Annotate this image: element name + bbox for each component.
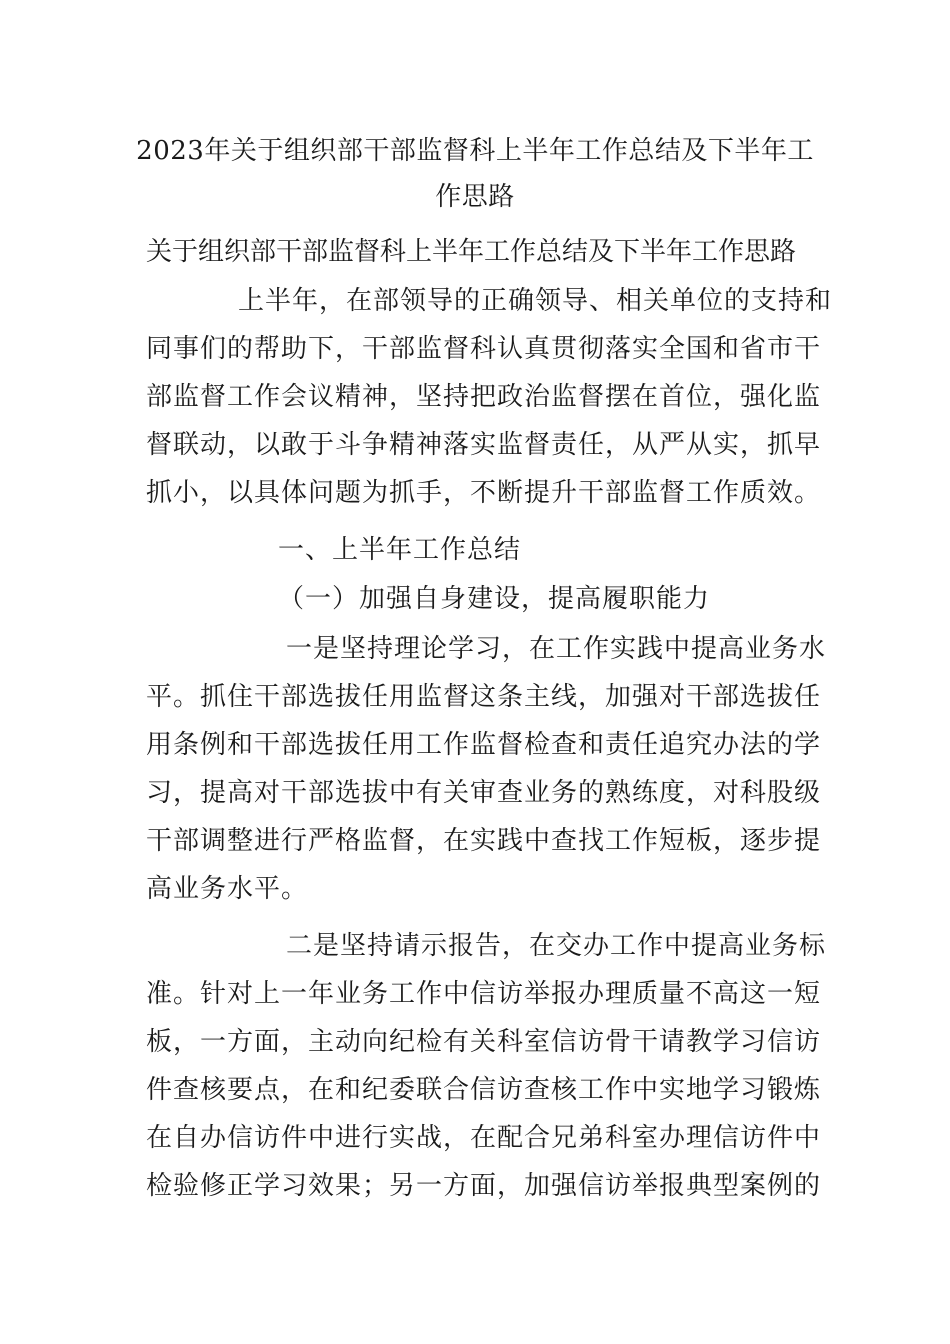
text-line: 督联动，以敢于斗争精神落实监督责任，从严从实，抓早 (146, 430, 822, 460)
text-line: 平。抓住干部选拔任用监督这条主线，加强对干部选拔任 (146, 682, 822, 712)
text-line: 干部调整进行严格监督，在实践中查找工作短板，逐步提 (146, 826, 822, 856)
paragraph-reporting (146, 922, 827, 1210)
text-line: 准。针对上一年业务工作中信访举报办理质量不高这一短 (146, 979, 822, 1009)
subsection-heading: （一）加强自身建设，提高履职能力 (278, 584, 711, 614)
text-line: 二是坚持请示报告，在交办工作中提高业务标 (286, 931, 827, 961)
section-heading: 一、上半年工作总结 (278, 535, 522, 565)
paragraph-theory-study (146, 625, 827, 913)
text-line: 同事们的帮助下，干部监督科认真贯彻落实全国和省市干 (146, 334, 822, 364)
title-line-2: 作思路 (435, 182, 515, 212)
document-title (120, 128, 830, 220)
text-line: 用条例和干部选拔任用工作监督检查和责任追究办法的学 (146, 730, 822, 760)
text-line: 一是坚持理论学习，在工作实践中提高业务水 (286, 634, 827, 664)
document-subtitle: 关于组织部干部监督科上半年工作总结及下半年工作思路 (146, 237, 797, 267)
text-line: 习，提高对干部选拔中有关审查业务的熟练度，对科股级 (146, 778, 822, 808)
text-line: 在自办信访件中进行实战，在配合兄弟科室办理信访件中 (146, 1123, 822, 1153)
text-line: 高业务水平。 (146, 874, 309, 904)
text-line: 板，一方面，主动向纪检有关科室信访骨干请教学习信访 (146, 1027, 822, 1057)
text-line: 抓小，以具体问题为抓手，不断提升干部监督工作质效。 (146, 478, 822, 508)
text-line: 上半年，在部领导的正确领导、相关单位的支持和 (238, 286, 833, 316)
paragraph-intro (146, 277, 833, 517)
text-line: 件查核要点，在和纪委联合信访查核工作中实地学习锻炼 (146, 1075, 822, 1105)
text-line: 部监督工作会议精神，坚持把政治监督摆在首位，强化监 (146, 382, 822, 412)
title-line-1: 2023年关于组织部干部监督科上半年工作总结及下半年工 (136, 136, 814, 166)
text-line: 检验修正学习效果；另一方面，加强信访举报典型案例的 (146, 1171, 822, 1201)
